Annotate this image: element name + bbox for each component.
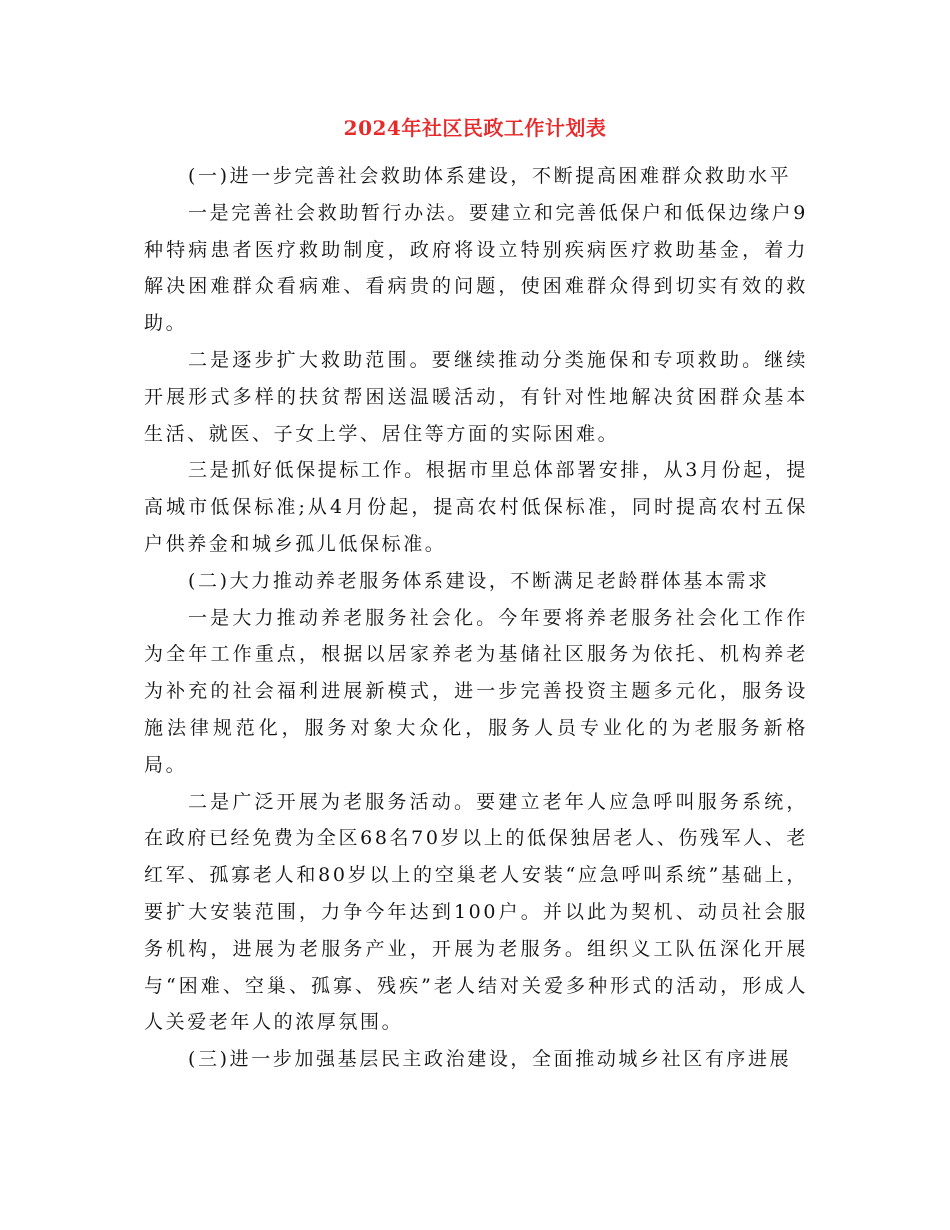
section-heading-1: (一)进一步完善社会救助体系建设，不断提高困难群众救助水平 bbox=[188, 165, 792, 187]
section-heading-2: (二)大力推动养老服务体系建设，不断满足老龄群体基本需求 bbox=[188, 569, 770, 592]
paragraph: 一是完善社会救助暂行办法。要建立和完善低保户和低保边缘户9种特病患者医疗救助制度，政府将设立特别疾病医疗救助基金，着力解决困难群众看病难、看病贵的问题，使困难群众得到切实有效的救助。 bbox=[144, 201, 808, 335]
document-body bbox=[144, 158, 808, 1078]
document-title: 2024年社区民政工作计划表 bbox=[343, 116, 607, 140]
paragraph: 一是大力推动养老服务社会化。今年要将养老服务社会化工作作为全年工作重点，根据以居家养老为基储社区服务为依托、机构养老为补充的社会福利进展新模式，进一步完善投资主题多元化，服务设施法律规范化，服务对象大众化，服务人员专业化的为老服务新格局。 bbox=[144, 606, 808, 776]
paragraph: 二是广泛开展为老服务活动。要建立老年人应急呼叫服务系统，在政府已经免费为全区68名70岁以上的低保独居老人、伤残军人、老红军、孤寡老人和80岁以上的空巢老人安装“应急呼叫系统”基础上，要扩大安装范围，力争今年达到100户。并以此为契机、动员社会服务机构，进展为老服务产业，开展为老服务。组织义工队伍深化开展与“困难、空巢、孤寡、残疾”老人结对关爱多种形式的活动，形成人人关爱老年人的浓厚氛围。 bbox=[144, 790, 808, 1034]
section-heading-3: (三)进一步加强基层民主政治建设，全面推动城乡社区有序进展 bbox=[188, 1048, 792, 1071]
paragraph: 三是抓好低保提标工作。根据市里总体部署安排，从3月份起，提高城市低保标准;从4月份起，提高农村低保标准，同时提高农村五保户供养金和城乡孤儿低保标准。 bbox=[144, 459, 808, 555]
paragraph: 二是逐步扩大救助范围。要继续推动分类施保和专项救助。继续开展形式多样的扶贫帮困送温暖活动，有针对性地解决贫困群众基本生活、就医、子女上学、居住等方面的实际困难。 bbox=[144, 348, 808, 445]
